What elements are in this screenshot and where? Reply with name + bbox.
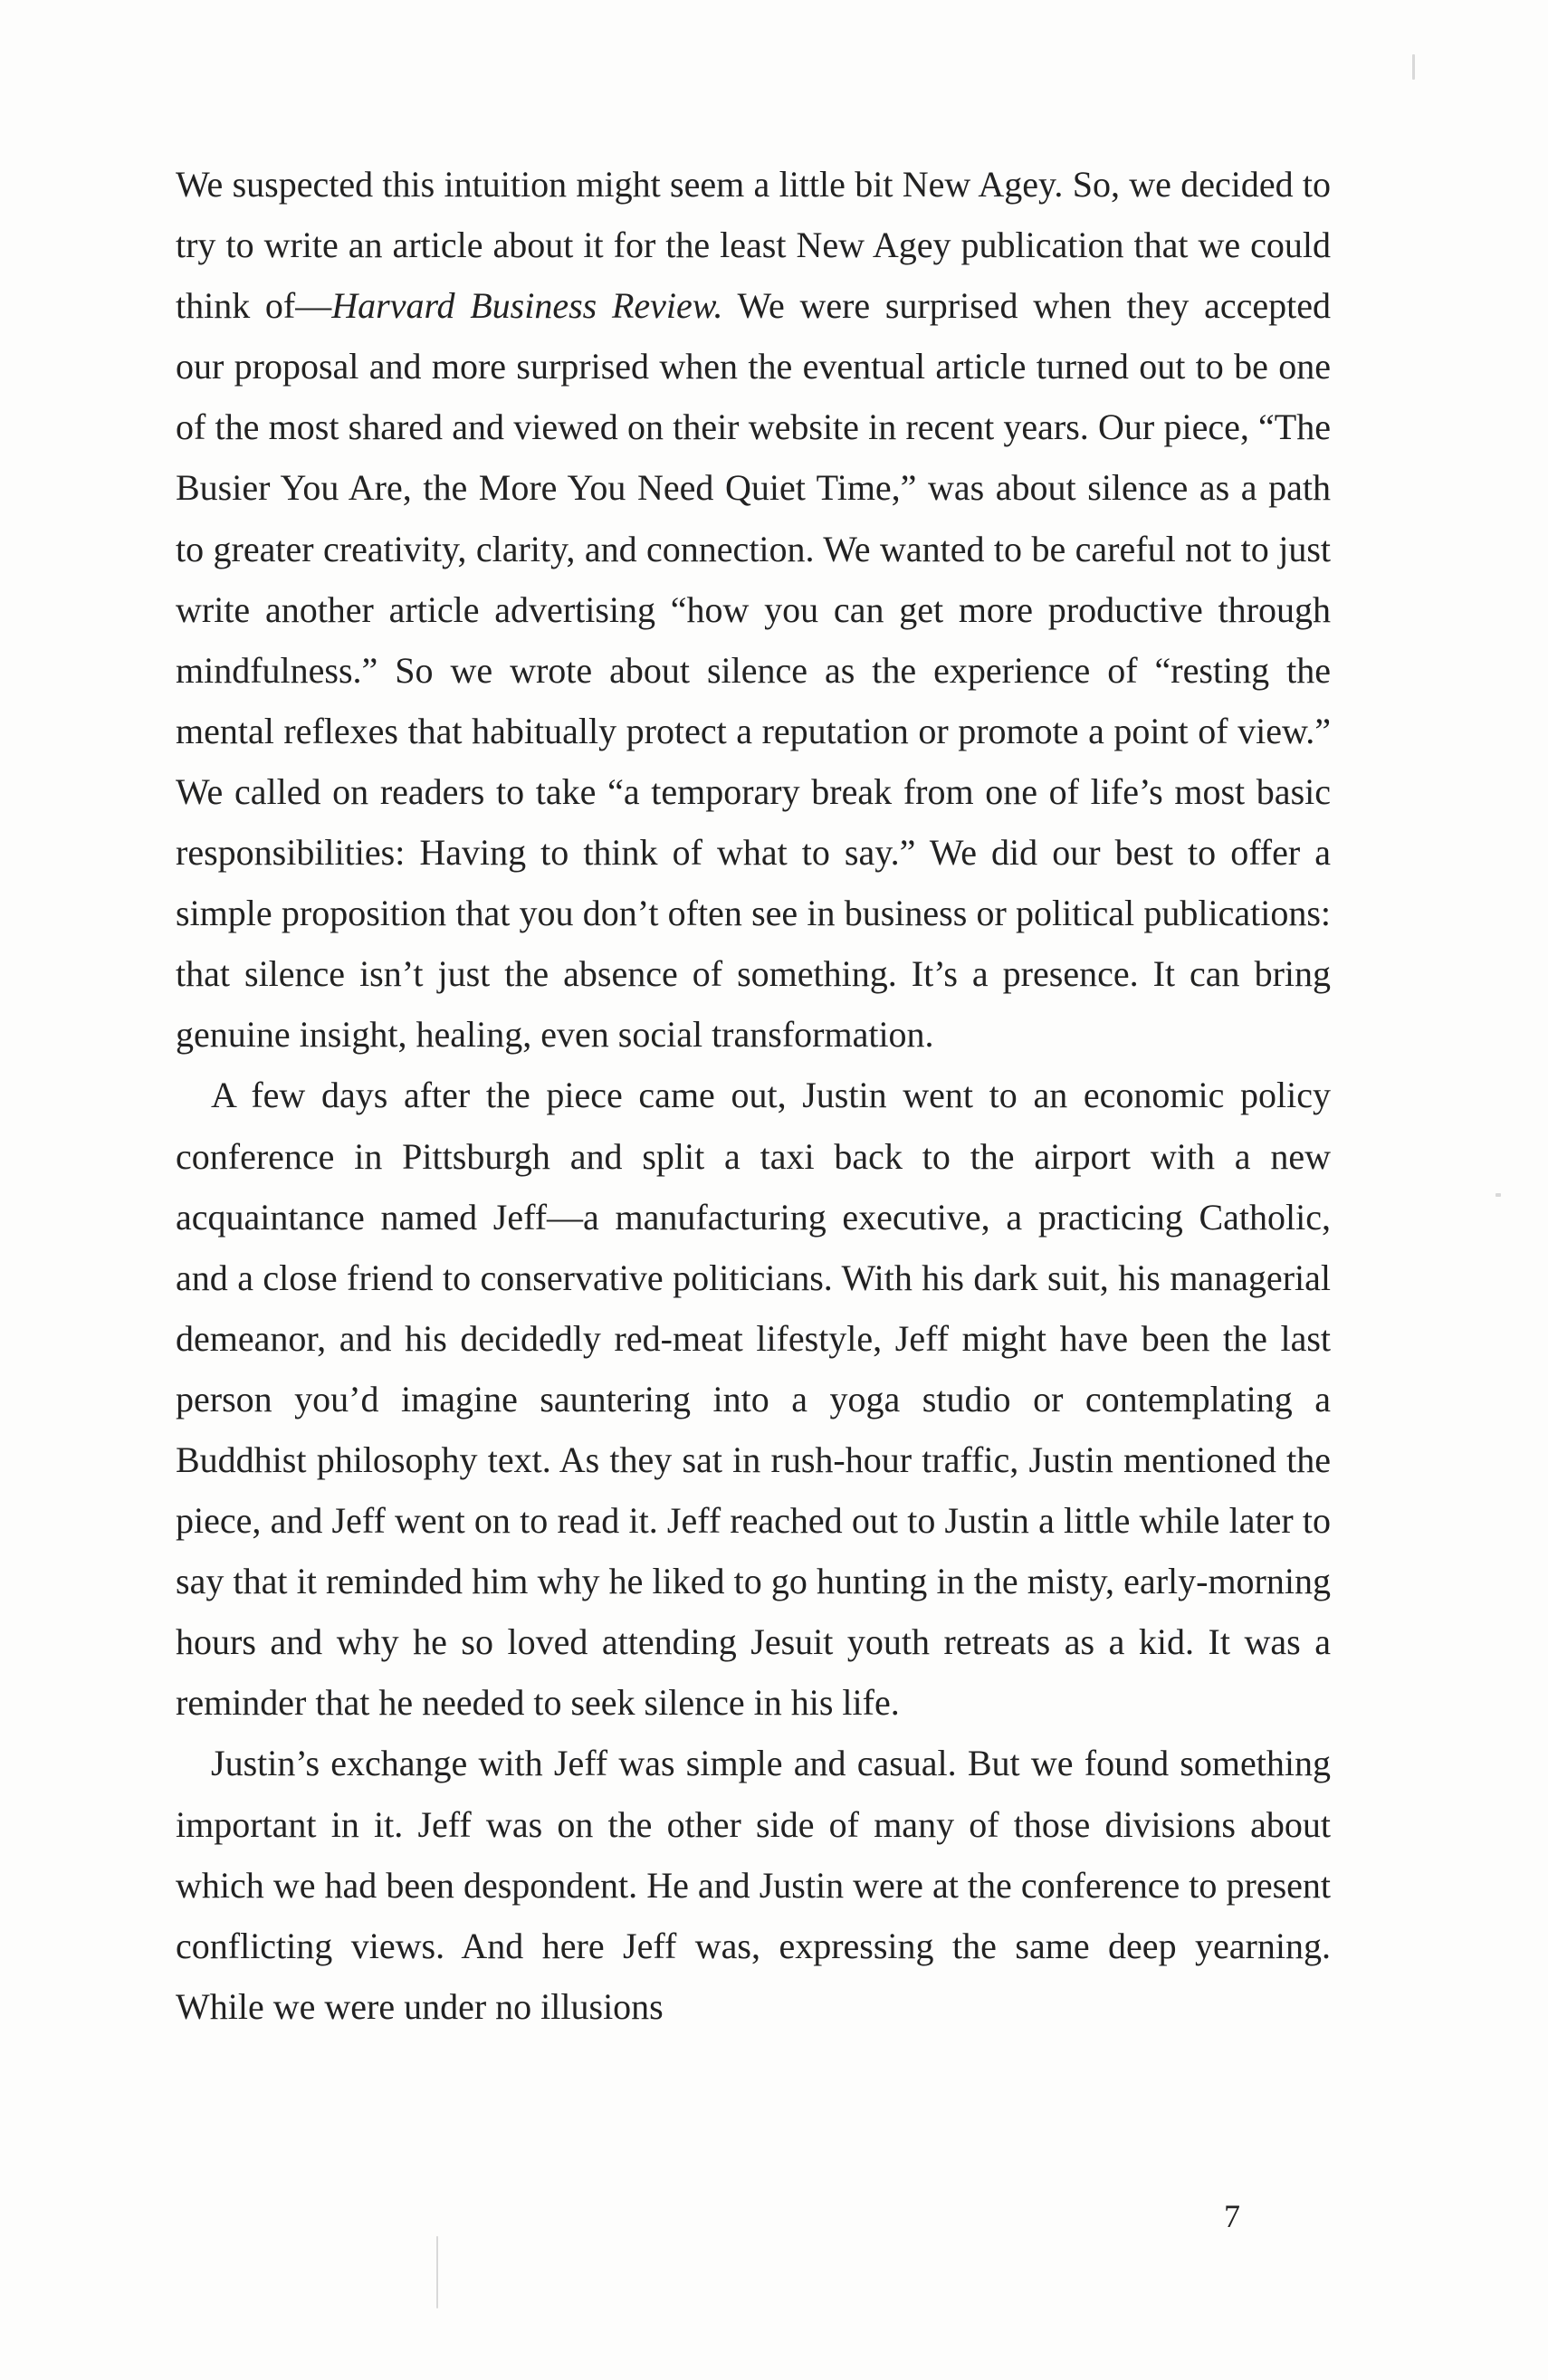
scan-speck xyxy=(1412,54,1415,80)
body-text xyxy=(176,154,1331,2037)
scan-speck xyxy=(1495,1193,1501,1197)
paragraph-3: Justin’s exchange with Jeff was simple and casual. But we found something important in it. Jeff was on the other side of many of those divisions about which we had been despondent. He and Justin were at the conference to present conflicting views. And here Jeff was, expressing the same deep yearning. While we were under no illusions xyxy=(176,1743,1331,2027)
paragraph-1 xyxy=(176,154,1331,1065)
page-number: 7 xyxy=(1224,2198,1240,2234)
paragraph-2: A few days after the piece came out, Justin went to an economic policy conference in Pittsburgh and split a taxi back to the airport with a new acquaintance named Jeff—a manufacturing executive, a practicing Catholic, and a close friend to conservative politicians. With his dark suit, his managerial demeanor, and his decidedly red-meat lifestyle, Jeff might have been the last person you’d imagine sauntering into a yoga studio or contemplating a Buddhist philosophy text. As they sat in rush-hour traffic, Justin mentioned the piece, and Jeff went on to read it. Jeff reached out to Justin a little while later to say that it reminded him why he liked to go hunting in the misty, early-morning hours and why he so loved attending Jesuit youth retreats as a kid. It was a reminder that he needed to seek silence in his life. xyxy=(176,1075,1331,1724)
paragraph-1-start: We suspected this intuition might seem a little bit New Agey. So, we decided to try to write an article about it for the least New Agey publication that we could think of— xyxy=(176,164,1331,327)
scan-speck xyxy=(436,2236,438,2308)
paragraph-1-end: We were surprised when they accepted our proposal and more surprised when the eventual article turned out to be one of the most shared and viewed on their website in recent years. Our piece, “The Busier You Are, the More You Need Quiet Time,” was about silence as a path to greater creativity, clarity, and connection. We wanted to be careful not to just write another article advertising “how you can get more productive through mindfulness.” So we wrote about silence as the experience of “resting the mental reflexes that habitually protect a reputation or promote a point of view.” We called on readers to take “a temporary break from one of life’s most basic responsibilities: Having to think of what to say.” We did our best to offer a simple proposition that you don’t often see in business or political publications: that silence isn’t just the absence of something. It’s a presence. It can bring genuine insight, healing, even social transformation. xyxy=(176,285,1332,1056)
publication-title: Harvard Business Review. xyxy=(331,285,723,327)
